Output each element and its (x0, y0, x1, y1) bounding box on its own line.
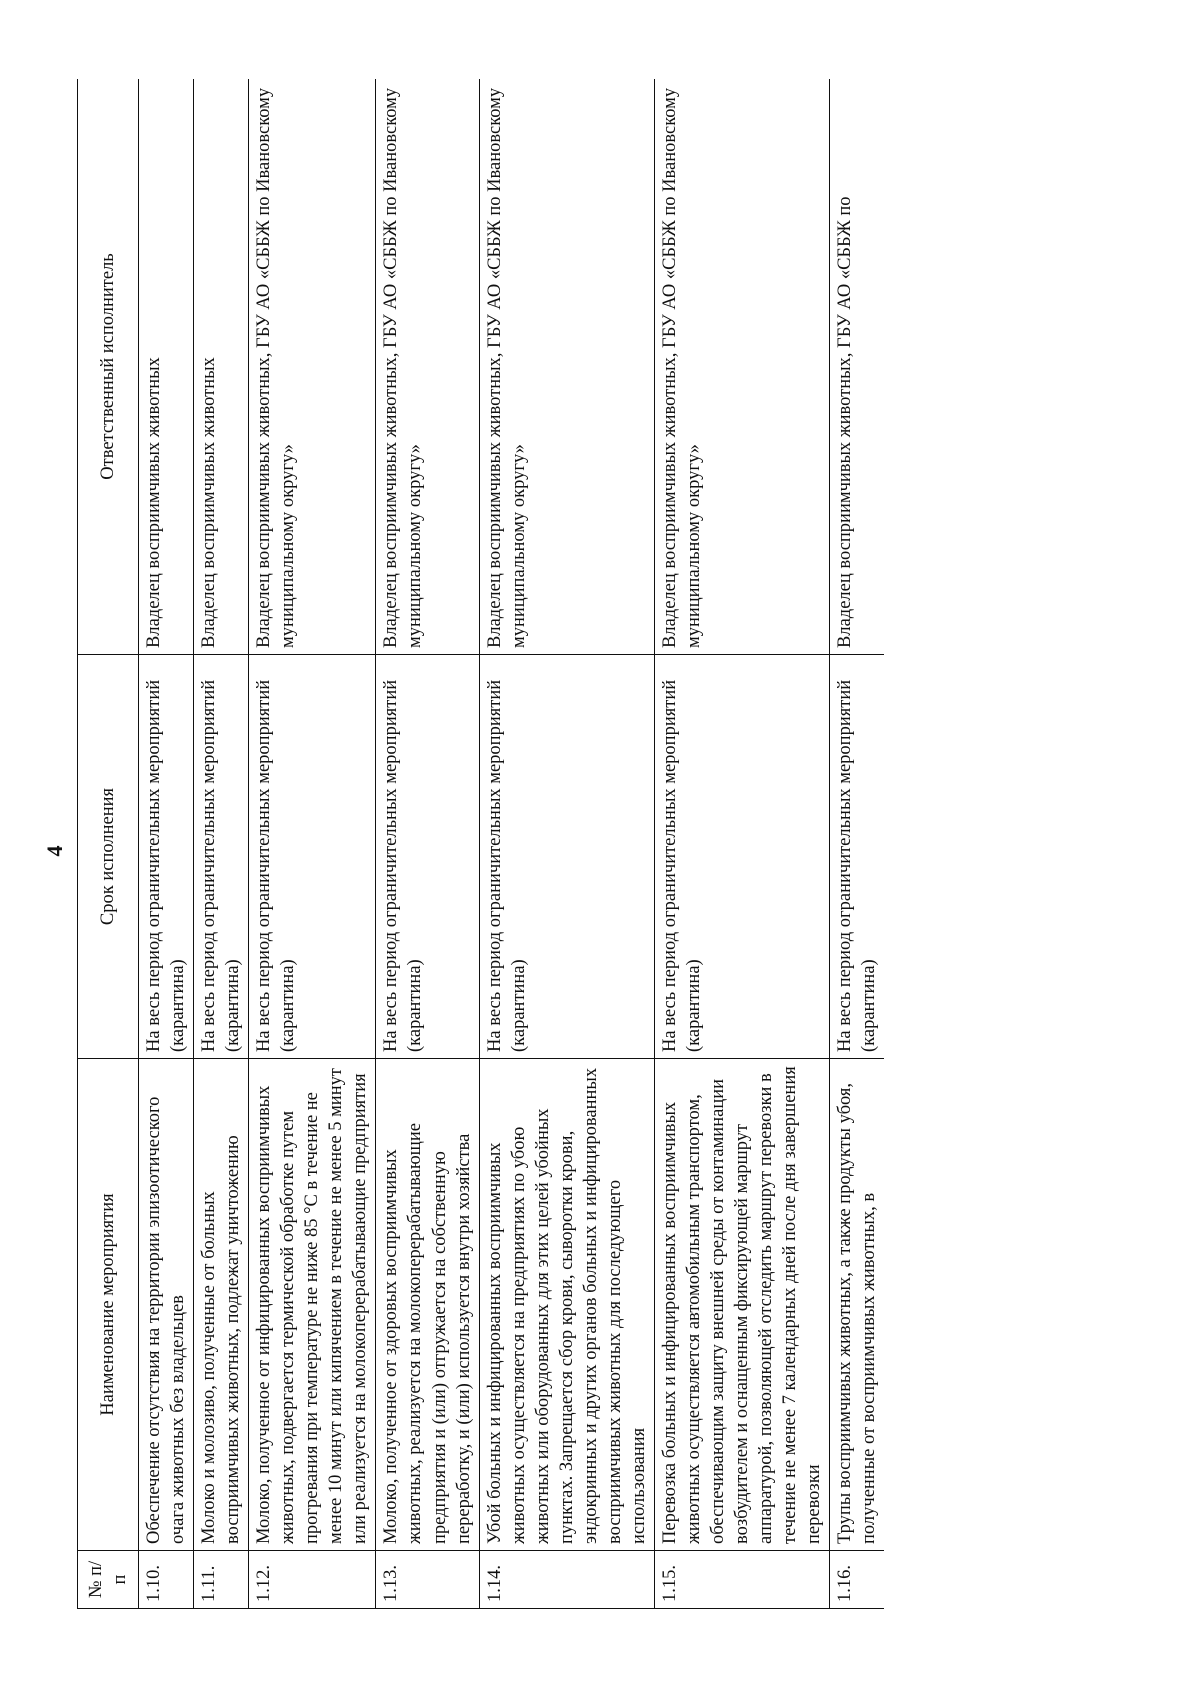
header-responsible: Ответственный исполнитель (78, 79, 139, 655)
row-measure-name: Перевозка больных и инфицированных восприимчивых животных осуществляется автомобильным транспортом, обеспечивающим защиту внешней среды от контаминации возбудителем и оснащенным фиксирующей маршрут аппаратурой, позволяющей отследить маршрут перевозки в течение не менее 7 календарных дней после дня завершения перевозки (654, 1059, 829, 1551)
row-measure-name: Убой больных и инфицированных восприимчивых животных осуществляется на предприятиях по убою животных или оборудованных для этих целей убойных пунктах. Запрещается сбор крови, сыворотки крови, эндокринных и других органов больных и инфицированных восприимчивых животных для последующего использования (479, 1059, 654, 1551)
row-term: На весь период ограничительных мероприятий (карантина) (830, 655, 885, 1059)
row-number: 1.14. (479, 1551, 654, 1609)
header-measure-name: Наименование мероприятия (78, 1059, 139, 1551)
header-number: № п/п (78, 1551, 139, 1609)
row-term: На весь период ограничительных мероприятий (карантина) (139, 655, 194, 1059)
row-responsible: Владелец восприимчивых животных, ГБУ АО «СББЖ по (830, 79, 885, 655)
table-body (139, 79, 885, 1609)
row-number: 1.12. (249, 1551, 376, 1609)
header-term: Срок исполнения (78, 655, 139, 1059)
row-number: 1.16. (830, 1551, 885, 1609)
row-measure-name: Молоко, полученное от здоровых восприимчивых животных, реализуется на молокоперерабатывающие предприятия и (или) отгружается на собственную переработку, и (или) используется внутри хозяйства (376, 1059, 479, 1551)
row-measure-name: Трупы восприимчивых животных, а также продукты убоя, полученные от восприимчивых животных, в (830, 1059, 885, 1551)
table-row (479, 79, 654, 1609)
row-term: На весь период ограничительных мероприятий (карантина) (249, 655, 376, 1059)
row-term: На весь период ограничительных мероприятий (карантина) (654, 655, 829, 1059)
table-row (376, 79, 479, 1609)
row-measure-name: Молоко, полученное от инфицированных восприимчивых животных, подвергается термической обработке путем прогревания при температуре не ниже 85 °С в течение не менее 10 минут или кипячением в течение не менее 5 минут или реализуется на молокоперерабатывающие предприятия (249, 1059, 376, 1551)
row-number: 1.15. (654, 1551, 829, 1609)
table-header-row (78, 79, 139, 1609)
table-row (249, 79, 376, 1609)
table-row (654, 79, 829, 1609)
row-responsible: Владелец восприимчивых животных, ГБУ АО «СББЖ по Ивановскому муниципальному округу» (654, 79, 829, 655)
row-responsible: Владелец восприимчивых животных (194, 79, 249, 655)
row-measure-name: Обеспечение отсутствия на территории эпизоотического очага животных без владельцев (139, 1059, 194, 1551)
page-number: 4 (42, 845, 67, 857)
row-responsible: Владелец восприимчивых животных, ГБУ АО «СББЖ по Ивановскому муниципальному округу» (249, 79, 376, 655)
table-header (78, 79, 139, 1609)
row-number: 1.10. (139, 1551, 194, 1609)
measures-table (77, 79, 884, 1609)
row-term: На весь период ограничительных мероприятий (карантина) (194, 655, 249, 1059)
row-responsible: Владелец восприимчивых животных, ГБУ АО «СББЖ по Ивановскому муниципальному округу» (479, 79, 654, 655)
row-responsible: Владелец восприимчивых животных, ГБУ АО «СББЖ по Ивановскому муниципальному округу» (376, 79, 479, 655)
row-term: На весь период ограничительных мероприятий (карантина) (376, 655, 479, 1059)
measures-table-container (77, 79, 1057, 1609)
table-row (139, 79, 194, 1609)
row-number: 1.11. (194, 1551, 249, 1609)
row-number: 1.13. (376, 1551, 479, 1609)
row-measure-name: Молоко и молозиво, полученные от больных восприимчивых животных, подлежат уничтожению (194, 1059, 249, 1551)
table-row (830, 79, 885, 1609)
row-responsible: Владелец восприимчивых животных (139, 79, 194, 655)
table-row (194, 79, 249, 1609)
row-term: На весь период ограничительных мероприятий (карантина) (479, 655, 654, 1059)
measures-table-rotated (77, 79, 1057, 1609)
